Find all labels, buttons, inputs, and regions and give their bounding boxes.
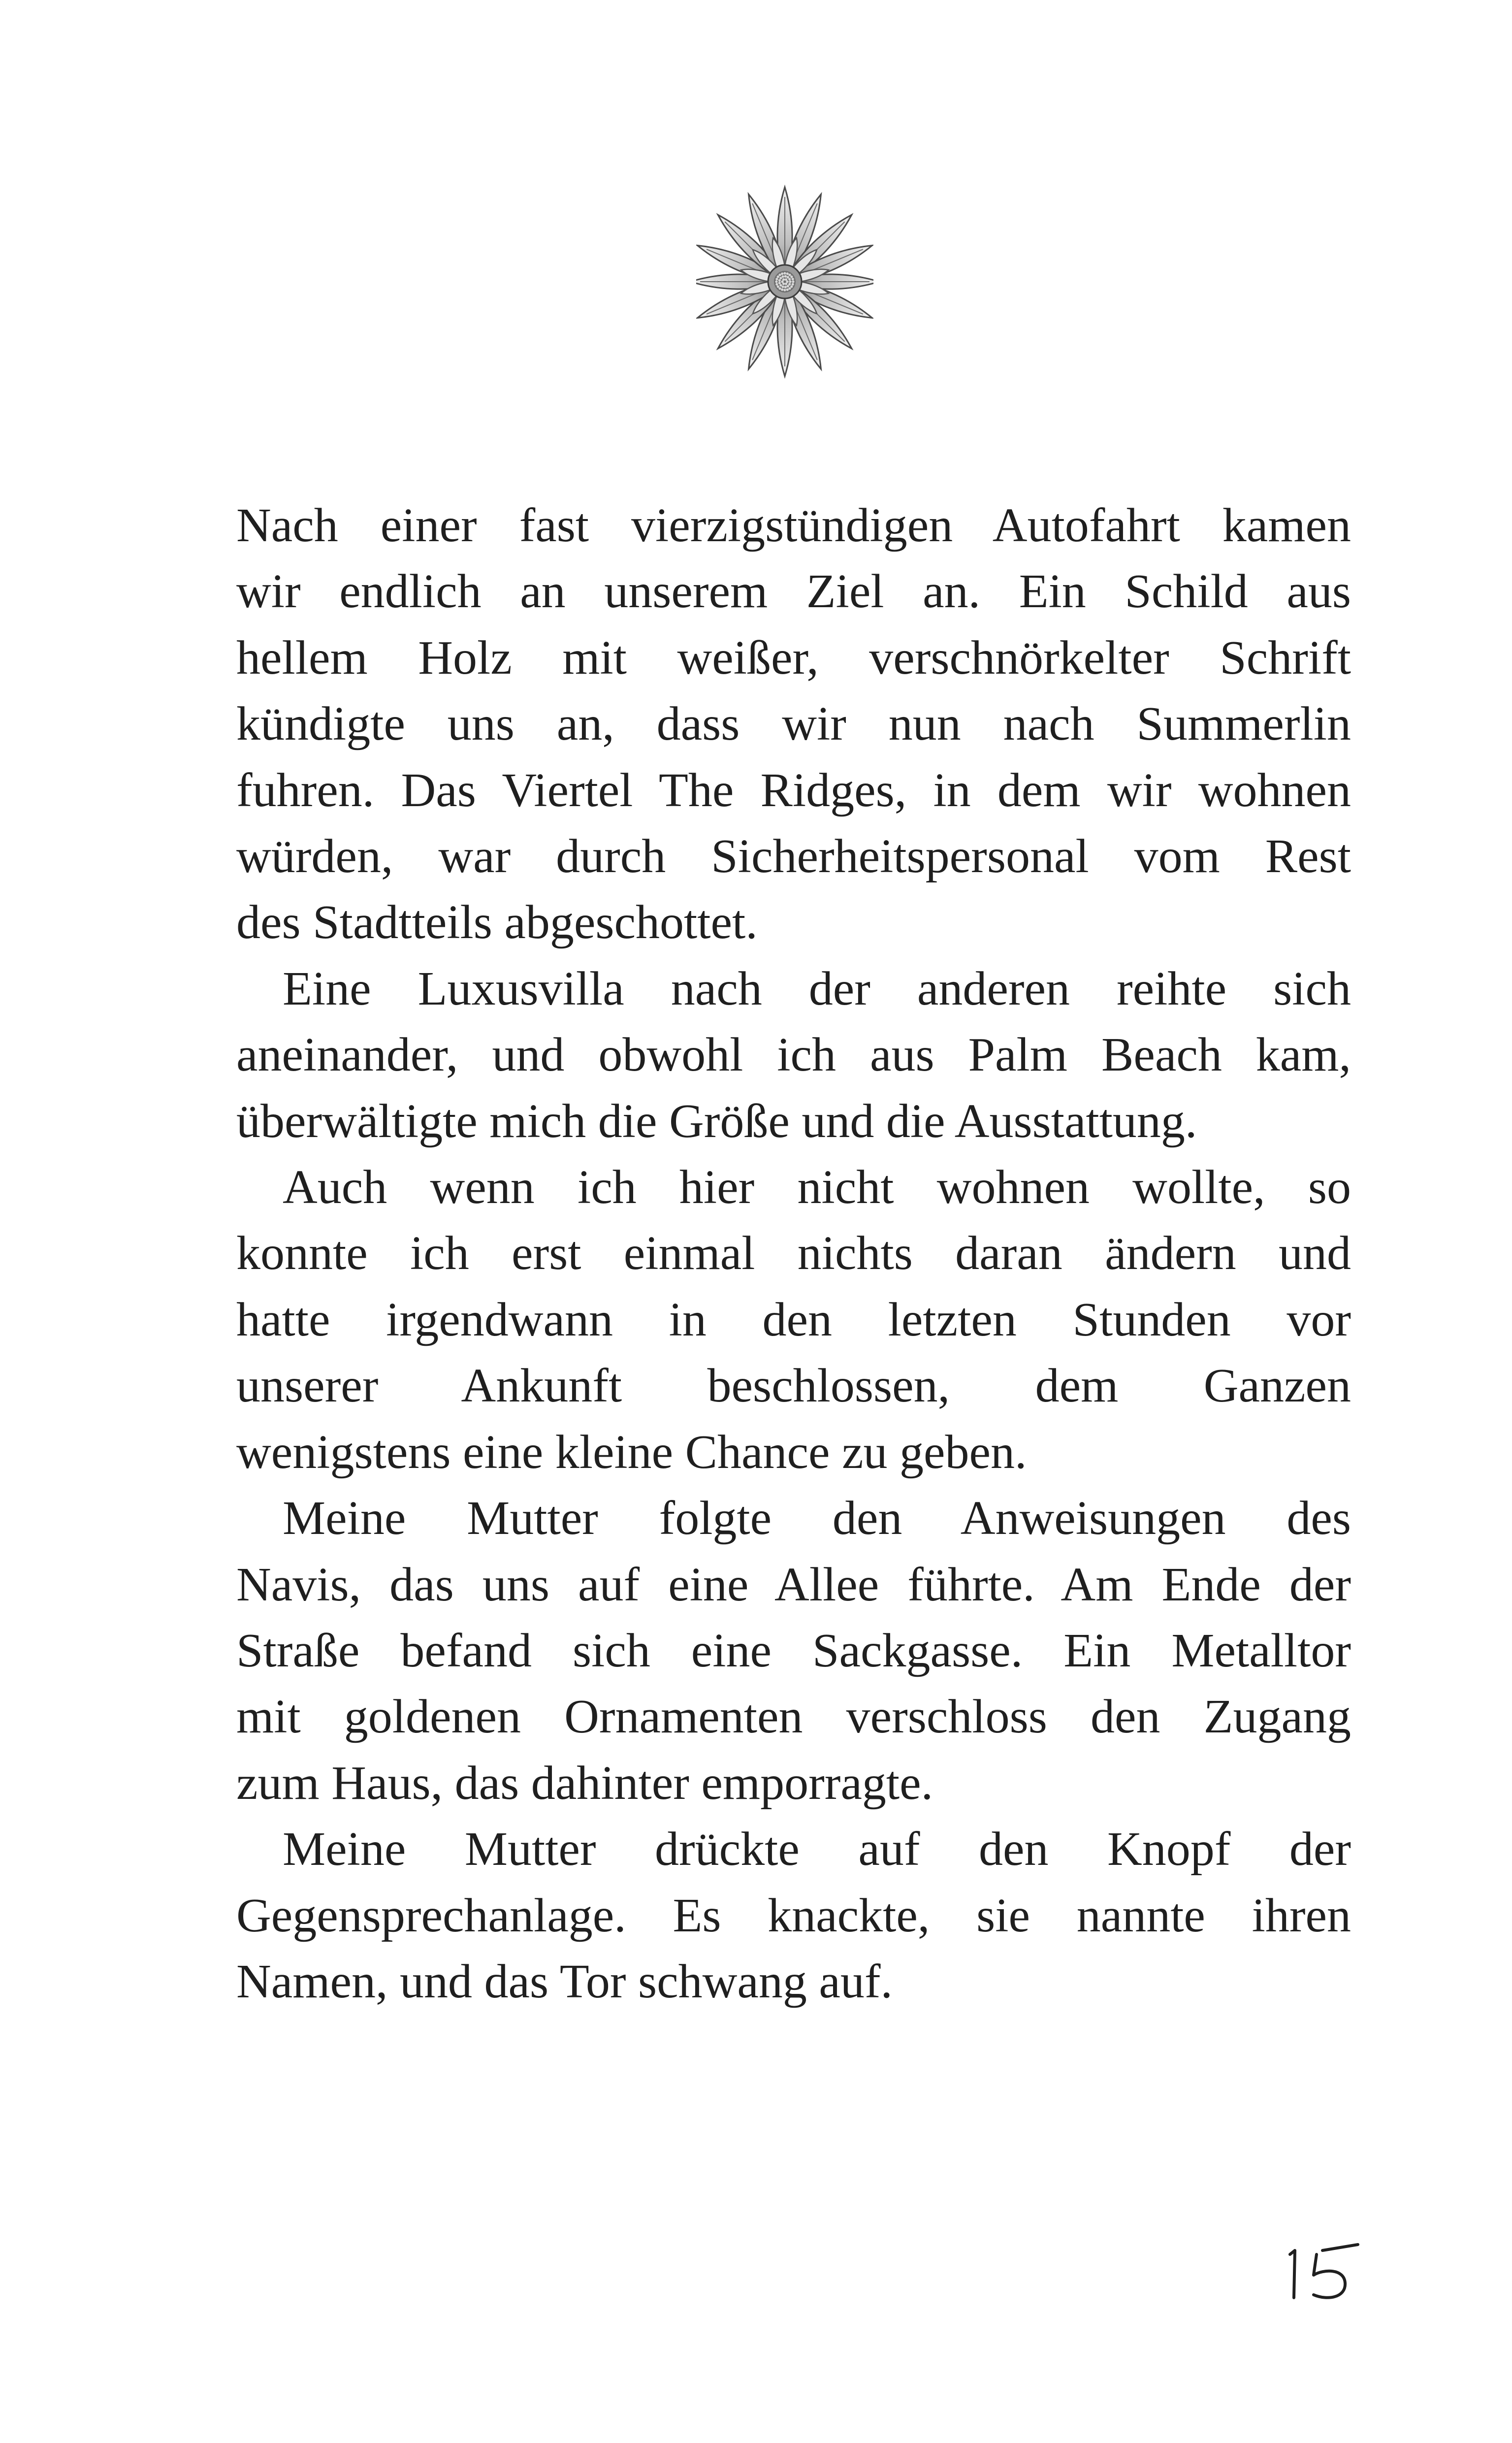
text-line: Nach einer fast vierzigstündigen Autofahrt kamen: [236, 499, 1351, 552]
text-line: Navis, das uns auf eine Allee führte. Am Ende der: [236, 1558, 1351, 1611]
paragraph-1: [236, 492, 1351, 956]
text-line: aneinander, und obwohl ich aus Palm Beach kam,: [236, 1028, 1351, 1082]
page-number: [1279, 2240, 1368, 2309]
text-line: wenigstens eine kleine Chance zu geben.: [236, 1425, 1027, 1479]
text-line: Eine Luxusvilla nach der anderen reihte sich: [283, 962, 1351, 1015]
paragraph-2: [236, 956, 1351, 1154]
text-line: zum Haus, das dahinter emporragte.: [236, 1756, 933, 1810]
paragraph-5: [236, 1816, 1351, 2015]
text-line: kündigte uns an, dass wir nun nach Summerlin: [236, 697, 1351, 751]
text-line: Meine Mutter folgte den Anweisungen des: [283, 1492, 1351, 1545]
text-line: würden, war durch Sicherheitspersonal vom Rest: [236, 830, 1351, 883]
flower-ornament-icon: [696, 182, 873, 389]
text-line: mit goldenen Ornamenten verschloss den Zugang: [236, 1690, 1351, 1744]
text-line: fuhren. Das Viertel The Ridges, in dem wir wohnen: [236, 763, 1351, 817]
text-line: unserer Ankunft beschlossen, dem Ganzen: [236, 1359, 1351, 1413]
text-line: Gegensprechanlage. Es knackte, sie nannte ihren: [236, 1889, 1351, 1942]
paragraph-3: [236, 1154, 1351, 1485]
text-line: Namen, und das Tor schwang auf.: [236, 1954, 893, 2008]
text-line: wir endlich an unserem Ziel an. Ein Schild aus: [236, 565, 1351, 619]
text-line: des Stadtteils abgeschottet.: [236, 896, 758, 949]
body-text: [236, 492, 1351, 2015]
text-line: überwältigte mich die Größe und die Ausstattung.: [236, 1094, 1197, 1148]
text-line: Auch wenn ich hier nicht wohnen wollte, so: [283, 1161, 1351, 1214]
text-line: Meine Mutter drückte auf den Knopf der: [283, 1823, 1351, 1876]
paragraph-4: [236, 1485, 1351, 1816]
text-line: hatte irgendwann in den letzten Stunden vor: [236, 1293, 1351, 1346]
text-line: konnte ich erst einmal nichts daran ändern und: [236, 1227, 1351, 1280]
text-line: hellem Holz mit weißer, verschnörkelter Schrift: [236, 631, 1351, 684]
text-line: Straße befand sich eine Sackgasse. Ein Metalltor: [236, 1624, 1351, 1677]
